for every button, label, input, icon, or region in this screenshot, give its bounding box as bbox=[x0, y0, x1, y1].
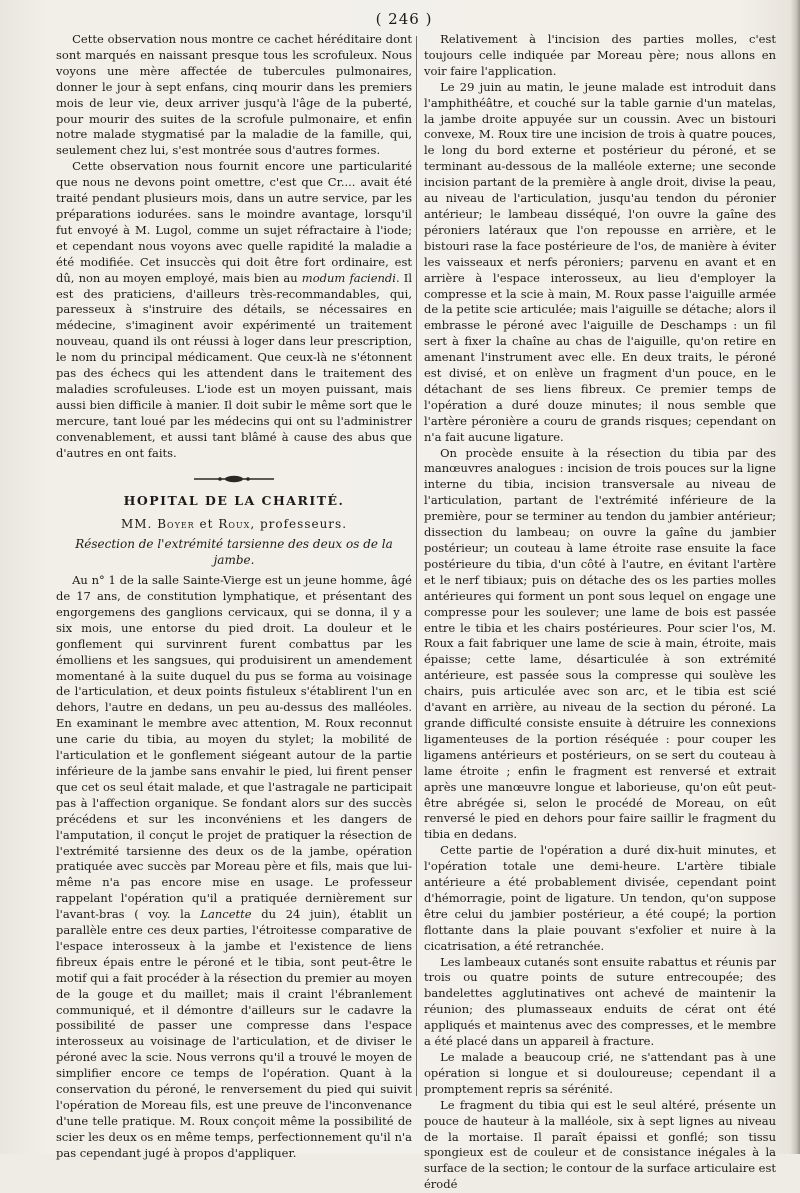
italic-phrase: Lancette bbox=[200, 907, 252, 922]
paragraph: Le fragment du tibia qui est le seul altéré, présente un pouce de hauteur à la malléole, six à sept lignes au niveau de la mortaise. Il paraît épaissi et gonflé; son tissu spongieux est de couleur et de consistance inégales à la surface de la section; le contour de la surface articulaire est érodé bbox=[424, 1097, 776, 1192]
professors-prefix: MM. bbox=[120, 517, 153, 532]
professor-name: Boyer bbox=[157, 517, 195, 532]
paragraph-text: du 24 juin), établit un parallèle entre ces deux parties, l'étroitesse comparative de l'espace interosseux à la jambe et l'existence de liens fibreux épais entre le péroné et le tibia, sont peut-être le motif qui a fait procéder à la résection du premier au moyen de la gouge et du maillet; mais il craint l'ébranlement communiqué, et il démontre d'ailleurs sur le cadavre la possibilité de passer une compresse dans l'espace interosseux au voisinage de l'articulation, et de diviser le péroné avec la scie. Nous verrons qu'il a trouvé le moyen de simplifier encore ce temps de l'opération. Quant à la conservation du péroné, le renversement du pied qui suivit l'opération de Moreau fils, est une preuve de l'inconvenance d'une telle pratique. M. Roux conçoit même la possibilité de scier les deux os en même temps, perfectionnement qu'il n'a pas cependant jugé à propos d'appliquer. bbox=[56, 907, 412, 1160]
paragraph bbox=[56, 573, 412, 1162]
page-edge-shadow bbox=[790, 0, 800, 1154]
article-subtitle: Résection de l'extrémité tarsienne des deux os de la jambe. bbox=[75, 537, 393, 568]
paragraph-text: Il est des praticiens, d'ailleurs très-recommandables, qui, paresseux à s'instruire des détails, se nécessaires en médecine, s'imaginent avoir expérimenté un traitement nouveau, quand ils ont réussi à loger dans leur prescription, le nom du principal médicament. Que ceux-là ne s'étonnent pas des échecs qui les attendent dans le traitement des maladies scrofuleuses. L'iode est un moyen puissant, mais aussi bien difficile à manier. Il doit subir le même sort que le mercure, tant loué par les médecins qui ont su l'administrer convenablement, et aussi tant blâmé à cause des abus que d'autres en ont faits. bbox=[56, 270, 412, 460]
paragraph: Les lambeaux cutanés sont ensuite rabattus et réunis par trois ou quatre points de suture entrecoupée; des bandelettes agglutinatives ont achevé de maintenir la réunion; des plumasseaux enduits de cérat ont été appliqués et maintenus avec des compresses, et le membre a été placé dans un appareil à fracture. bbox=[424, 954, 776, 1049]
paragraph: Relativement à l'incision des parties molles, c'est toujours celle indiquée par Moreau père; nous allons en voir faire l'application. bbox=[424, 32, 776, 78]
paragraph bbox=[56, 159, 412, 461]
professor-name: Roux bbox=[218, 517, 251, 532]
paragraph: Le malade a beaucoup crié, ne s'attendant pas à une opération si longue et si douloureuse; cependant il a promptement repris sa sérénité. bbox=[424, 1050, 776, 1096]
paragraph: On procède ensuite à la résection du tibia par des manœuvres analogues : incision de trois pouces sur la ligne interne du tibia, incision transversale au niveau de l'articulation, partant de l'extrémité inférieure de la première, pour se terminer au tendon du jambier antérieur; dissection du lambeau; on ouvre la gaîne du jambier postérieur; un couteau à lame étroite rase ensuite la face postérieure du tibia, d'un côté à l'autre, en évitant l'artère et le nerf tibiaux; puis on détache des os les parties molles antérieures qui forment un pont sous lequel on engage une compresse pour les soulever; une lame de bois est passée entre le tibia et les chairs postérieures. Pour scier l'os, M. Roux a fait fabriquer une lame de scie à main, étroite, mais épaisse; cette lame, désarticulée à son extrémité antérieure, est passée sous la compresse qui soulève les chairs, puis articulée avec son arc, et le tibia est scié d'avant en arrière, au niveau de la section du péroné. La grande difficulté consiste ensuite à détruire les connexions ligamenteuses de la portion réséquée : pour couper les ligamens antérieurs et postérieurs, on se sert du couteau à lame étroite ; enfin le fragment est renversé et extrait après une manœuvre longue et laborieuse, qu'on eût peut-être abrégée si, selon le procédé de Moreau, on eût renversé le pied en dehors pour faire saillir le fragment du tibia en dedans. bbox=[424, 445, 776, 842]
paragraph-text: Au n° 1 de la salle Sainte-Vierge est un jeune homme, âgé de 17 ans, de constitution lymphatique, et présentant des engorgemens des ganglions cervicaux, qui se donna, il y a six mois, une entorse du pied droit. La douleur et le gonflement qui survinrent furent combattus par les émolliens et les sangsues, qui produisirent un amendement momentané à la suite duquel du pus se forma au voisinage de l'articulation, et deux points fistuleux s'établirent l'un en dehors, l'autre en dedans, un peu au-dessus des malléoles. En examinant le membre avec attention, M. Roux reconnut une carie du tibia, au moyen du stylet; la mobilité de l'articulation et le gonflement siégeant autour de la partie inférieure de la jambe sans envahir le pied, lui firent penser que cet os seul était malade, et que l'astragale ne participait pas à l'affection organique. Se fondant alors sur des succès précédens et sur les inconvéniens et les dangers de l'amputation, il conçut le projet de pratiquer la résection de l'extrémité tarsienne des deux os de la jambe, opération pratiquée avec succès par Moreau père et fils, mais que lui-même n'a pas encore mise en usage. Le professeur rappelant l'opération qu'il a pratiquée dernièrement sur l'avant-bras ( voy. la bbox=[56, 573, 412, 922]
paragraph: Cette partie de l'opération a duré dix-huit minutes, et l'opération totale une demi-heure. L'artère tibiale antérieure a été probablement divisée, cependant point d'hémorragie, point de ligature. Un tendon, qu'on suppose être celui du jambier postérieur, a été coupé; la portion flottante dans la plaie pouvant s'exfolier et nuire à la cicatrisation, a été retranchée. bbox=[424, 843, 776, 953]
paragraph: Le 29 juin au matin, le jeune malade est introduit dans l'amphithéâtre, et couché sur la table garnie d'un matelas, la jambe droite appuyée sur un coussin. Avec un bistouri convexe, M. Roux tire une incision de trois à quatre pouces, le long du bord externe et postérieur du péroné, et se terminant au-dessous de la malléole externe; une seconde incision partant de la première à angle droit, divise la peau, au niveau de l'articulation, jusqu'au tendon du péronier antérieur; le lambeau disséqué, l'on ouvre la gaîne des péroniers latéraux que l'on repousse en arrière, et le bistouri rase la face postérieure de l'os, de manière à éviter les vaisseaux et nerfs péroniers; parvenu en avant et en arrière à l'espace interosseux, au lieu d'employer la compresse et la scie à main, M. Roux passe l'aiguille armée de la petite scie articulée; mais l'aiguille se détache; alors il embrasse le péroné avec l'aiguille de Deschamps : un fil sert à fixer la chaîne au chas de l'aiguille, qu'on retire en amenant l'instrument avec elle. En deux traits, le péroné est divisé, et on enlève un fragment d'un pouce, en le détachant de ses liens fibreux. Ce premier temps de l'opération a duré douze minutes; il nous semble que l'artère péronière a couru de grands risques; cependant on n'a fait aucune ligature. bbox=[424, 79, 776, 444]
page-number: ( 246 ) bbox=[375, 10, 433, 28]
italic-phrase: modum faciendi. bbox=[301, 270, 400, 285]
professors-suffix: , professeurs. bbox=[250, 517, 348, 532]
section-title: HOPITAL DE LA CHARITÉ. bbox=[123, 493, 345, 509]
column-divider bbox=[416, 36, 417, 1096]
right-column bbox=[424, 32, 776, 1192]
left-column bbox=[56, 32, 412, 1160]
section-divider-ornament bbox=[192, 475, 276, 483]
paragraph: Cette observation nous montre ce cachet héréditaire dont sont marqués en naissant presque tous les scrofuleux. Nous voyons une mère affectée de tubercules pulmonaires, donner le jour à sept enfans, cinq mourir dans les premiers mois de leur vie, deux arriver jusqu'à l'âge de la puberté, pour mourir des suites de la scrofule pulmonaire, et enfin notre malade stygmatisé par la maladie de la famille, qui, seulement chez lui, s'est montrée sous d'autres formes. bbox=[56, 32, 412, 158]
professors-line bbox=[56, 517, 412, 533]
professors-conjunction: et bbox=[199, 517, 214, 532]
paragraph-text: Cette observation nous fournit encore une particularité que nous ne devons point omettre, c'est que Cr.... avait été traité pendant plusieurs mois, dans un autre service, par les préparations iodurées. sans le moindre avantage, lorsqu'il fut envoyé à M. Lugol, comme un sujet réfractaire à l'iode; et cependant nous voyons avec quelle rapidité la maladie a été modifiée. Cet insuccès qui doit être fort ordinaire, est dû, non au moyen employé, mais bien au bbox=[56, 159, 412, 285]
